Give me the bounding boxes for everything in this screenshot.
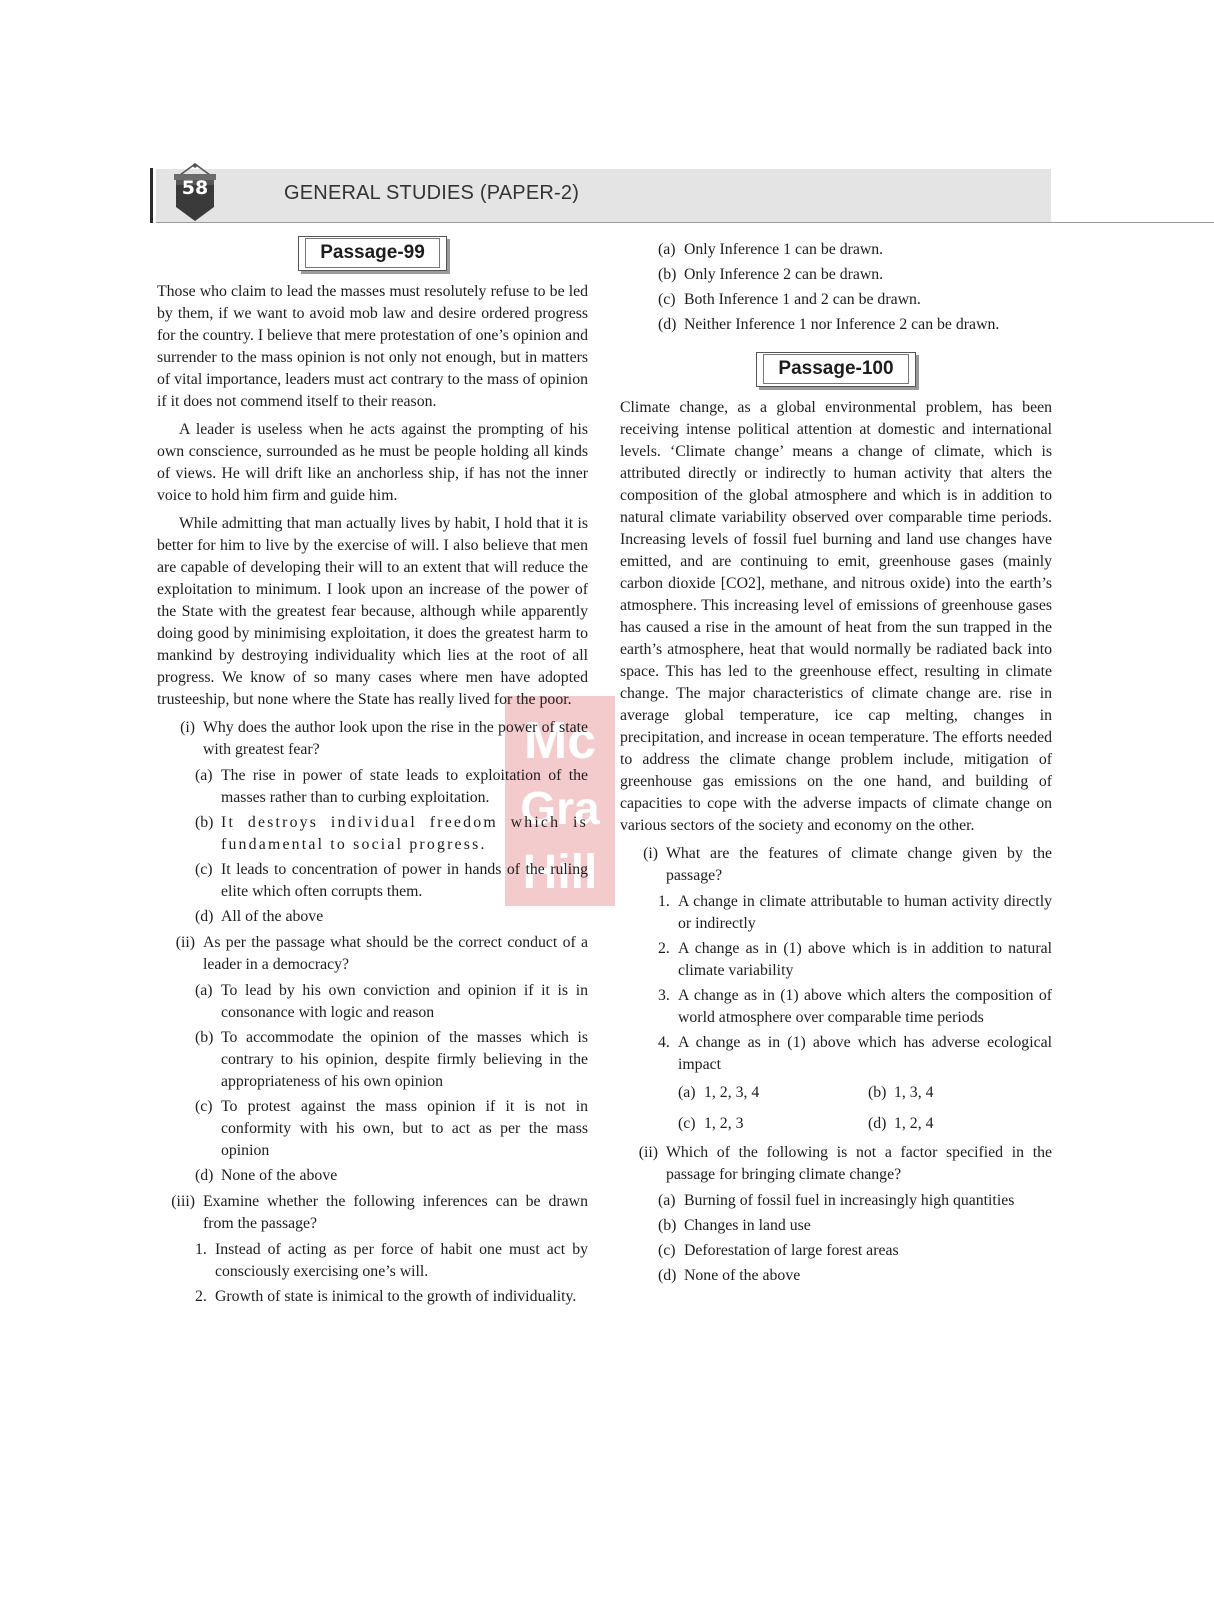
passage-99-title: Passage-99 bbox=[305, 238, 440, 268]
option-99-iii-d: (d) Neither Inference 1 nor Inference 2 can be drawn. bbox=[658, 316, 1000, 333]
passage-100-paragraph: Climate change, as a global environmental problem, has been receiving intense political attention at domestic and international levels. ‘Climate change’ means a change of climate, which is attributed directly or indirectly to human activity that alters the composition of the global atmosphere and which is in addition to natural climate variability observed over comparable time periods. Increasing levels of fossil fuel burning and land use changes have emitted, and are continuing to emit, greenhouse gases (mainly carbon dioxide [CO2], methane, and nitrous oxide) into the earth’s atmosphere. This increasing level of emissions of greenhouse gases has caused a rise in the amount of heat from the sun trapped in the earth’s atmosphere, heat that would normally be radiated back into space. This has led to the greenhouse effect, resulting in climate change. The major characteristics of climate change are. rise in average global temperature, ice cap melting, changes in precipitation, and increase in ocean temperature. The efforts needed to address the climate change problem include, mitigation of greenhouse gas emissions on the one hand, and building of capacities to cope with the adverse impacts of climate change on various sectors of the society and economy on the other. bbox=[620, 399, 1052, 834]
option-99-iii-c: (c) Both Inference 1 and 2 can be drawn. bbox=[658, 291, 921, 308]
option-100-i-d: (d) 1, 2, 4 bbox=[868, 1115, 934, 1132]
option-99-ii-c: (c) To protest against the mass opinion if it is not in conformity with his own, but to act as per the mass opinion bbox=[195, 1098, 588, 1159]
passage-99-paragraph-2: A leader is useless when he acts against the prompting of his own conscience, surrounded as he must be people holding all kinds of views. He will drift like an anchorless ship, if has not the inner voice to hold him firm and guide him. bbox=[157, 421, 588, 504]
option-100-i-b: (b) 1, 3, 4 bbox=[868, 1084, 934, 1101]
option-99-iii-a: (a) Only Inference 1 can be drawn. bbox=[658, 241, 884, 258]
svg-text:Gra: Gra bbox=[520, 782, 600, 834]
passage-99-heading bbox=[298, 236, 447, 271]
passage-100-heading bbox=[756, 352, 915, 387]
option-99-i-c: (c) It leads to concentration of power in hands of the ruling elite which often corrupts them. bbox=[195, 861, 588, 900]
option-100-i-c: (c) 1, 2, 3 bbox=[678, 1115, 744, 1132]
right-column bbox=[620, 236, 1052, 1290]
option-99-ii-a: (a) To lead by his own conviction and opinion if it is in consonance with logic and reason bbox=[195, 982, 588, 1021]
option-99-i-a: (a) The rise in power of state leads to exploitation of the masses rather than to curbing exploitation. bbox=[195, 767, 588, 806]
svg-text:Mc: Mc bbox=[523, 712, 597, 770]
option-99-i-d: (d) All of the above bbox=[195, 908, 324, 925]
option-99-iii-b: (b) Only Inference 2 can be drawn. bbox=[658, 266, 884, 283]
option-99-ii-d: (d) None of the above bbox=[195, 1167, 338, 1184]
question-100-i: (i) What are the features of climate change given by the passage? bbox=[643, 845, 1052, 884]
inference-2: 2. Growth of state is inimical to the growth of individuality. bbox=[195, 1288, 577, 1305]
page-number-badge bbox=[172, 163, 218, 223]
option-100-ii-a: (a) Burning of fossil fuel in increasingly high quantities bbox=[658, 1192, 1015, 1209]
question-100-ii: (ii) Which of the following is not a factor specified in the passage for bringing climate change? bbox=[638, 1144, 1052, 1183]
feature-4: 4. A change as in (1) above which has adverse ecological impact bbox=[658, 1034, 1052, 1073]
question-99-ii: (ii) As per the passage what should be the correct conduct of a leader in a democracy? bbox=[175, 934, 588, 973]
feature-3: 3. A change as in (1) above which alters the composition of world atmosphere over comparable time periods bbox=[658, 987, 1052, 1026]
left-column bbox=[157, 236, 588, 1311]
option-100-i-a: (a) 1, 2, 3, 4 bbox=[678, 1084, 760, 1101]
options-100-i bbox=[678, 1079, 1052, 1138]
running-header-title: GENERAL STUDIES (PAPER-2) bbox=[284, 182, 580, 204]
feature-1: 1. A change in climate attributable to human activity directly or indirectly bbox=[658, 893, 1052, 932]
question-99-iii: (iii) Examine whether the following inferences can be drawn from the passage? bbox=[171, 1193, 588, 1232]
header-left-bar bbox=[150, 168, 153, 223]
passage-99-paragraph-1: Those who claim to lead the masses must resolutely refuse to be led by them, if we want to avoid mob law and desire ordered progress for the country. I believe that mere protestation of one’s opinion and surrender to the mass opinion is not only not enough, but in matters of vital importance, leaders must act contrary to the mass of opinion if it does not commend itself to their reason. bbox=[157, 283, 588, 410]
passage-99-paragraph-3: While admitting that man actually lives by habit, I hold that it is better for him to live by the exercise of will. I also believe that men are capable of developing their will to an extent that will reduce the exploitation to minimum. I look upon an increase of the power of the State with the greatest fear because, although while apparently doing good by minimising exploitation, it does the greatest harm to mankind by destroying individuality which lies at the root of all progress. We know of so many cases where men have adopted trusteeship, but none where the State has really lived for the poor. bbox=[157, 515, 588, 708]
header-rule bbox=[156, 222, 1214, 223]
feature-2: 2. A change as in (1) above which is in addition to natural climate variability bbox=[658, 940, 1052, 979]
inference-1: 1. Instead of acting as per force of habit one must act by consciously exercising one’s will. bbox=[195, 1241, 588, 1280]
option-100-ii-d: (d) None of the above bbox=[658, 1267, 801, 1284]
page-number: 58 bbox=[181, 177, 209, 199]
option-100-ii-b: (b) Changes in land use bbox=[658, 1217, 811, 1234]
option-100-ii-c: (c) Deforestation of large forest areas bbox=[658, 1242, 899, 1259]
option-99-ii-b: (b) To accommodate the opinion of the masses which is contrary to his opinion, despite firmly believing in the appropriateness of his own opinion bbox=[195, 1029, 588, 1090]
svg-text:Hill: Hill bbox=[522, 846, 598, 899]
passage-100-title: Passage-100 bbox=[763, 354, 908, 384]
question-99-i: (i) Why does the author look upon the rise in the power of state with greatest fear? bbox=[180, 719, 588, 758]
option-99-i-b: (b) It destroys individual freedom which is fundamental to social progress. bbox=[195, 814, 588, 853]
